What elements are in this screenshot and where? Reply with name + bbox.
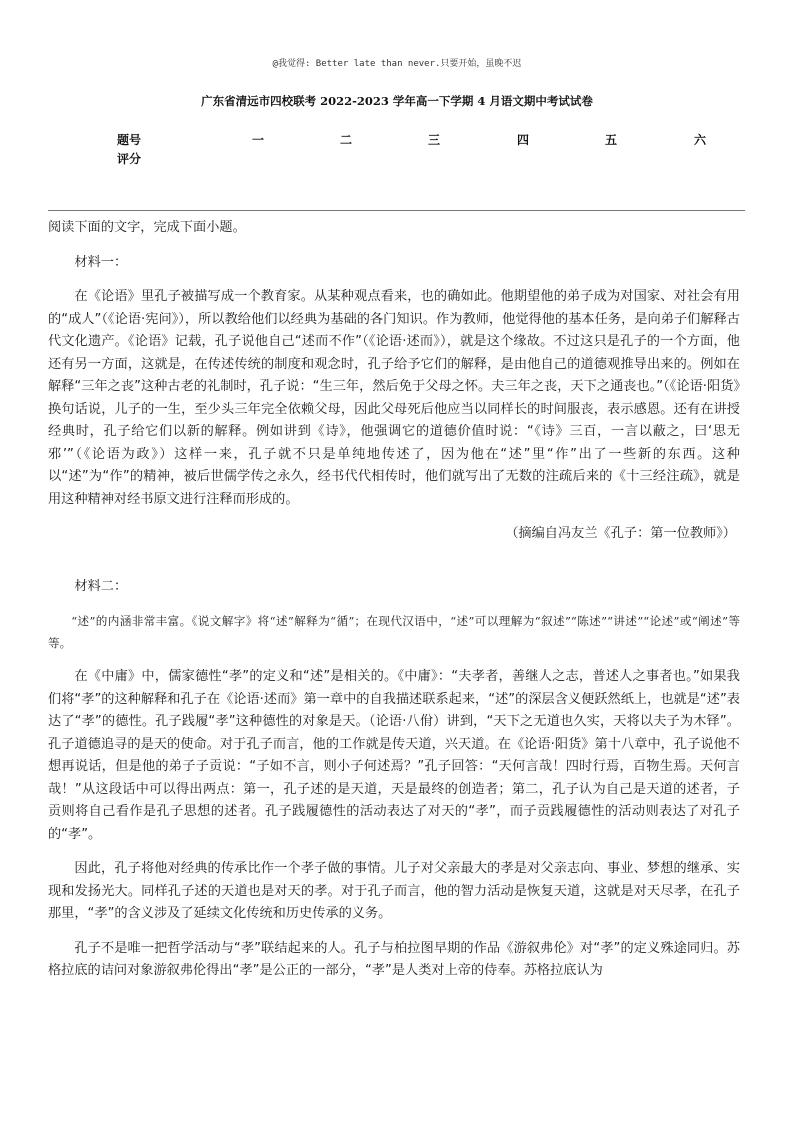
reading-passage [48,217,740,983]
material-1-source: （摘编自冯友兰《孔子：第一位教师》） [505,526,736,541]
material-2-paragraph-3: 因此，孔子将他对经典的传承比作一个孝子做的事情。儿子对父亲最大的孝是对父亲志向、事业、梦想的继承、实现和发扬光大。同样孔子述的天道也是对天的孝。对于孔子而言，他的智力活动是恢复天道，这就是对天尽孝，在孔子那里，“孝”的含义涉及了延续文化传统和历史传承的义务。 [48,861,740,921]
score-table-col-5: 五 [605,133,618,147]
score-table-col-1: 一 [252,133,265,147]
material-1-paragraph: 在《论语》里孔子被描写成一个教育家。从某种观点看来，也的确如此。他期望他的弟子成为对国家、对社会有用的“成人”（《论语·宪问》），所以教给他们以经典为基础的各门知识。作为教师，他觉得他的基本任务，是向弟子们解释古代文化遗产。《论语》记载，孔子说他自己“述而不作”（《论语·述而》），就是这个缘故。不过这只是孔子的一个方面，他还有另一方面，这就是，在传述传统的制度和观念时，孔子给予它们的解释，是由他自己的道德观推导出来的。例如在解释“三年之丧”这种古老的礼制时，孔子说：“生三年，然后免于父母之怀。夫三年之丧，天下之通丧也。”（《论语·阳货》换句话说，儿子的一生，至少头三年完全依赖父母，因此父母死后他应当以同样长的时间服丧，表示感恩。还有在讲授经典时，孔子给它们以新的解释。例如讲到《诗》，他强调它的道德价值时说：“《诗》三百，一言以蔽之，曰‘思无邪’”（《论语为政》）这样一来，孔子就不只是单纯地传述了，因为他在“述”里“作”出了一些新的东西。这种以“述”为“作”的精神，被后世儒学传之永久，经书代代相传时，他们就写出了无数的注疏后来的《十三经注疏》，就是用这种精神对经书原文进行注释而形成的。 [48,289,740,507]
material-2-paragraph-4: 孔子不是唯一把哲学活动与“孝”联结起来的人。孔子与柏拉图早期的作品《游叙弗伦》对“孝”的定义殊途同归。苏格拉底的诘问对象游叙弗伦得出“孝”是公正的一部分，“孝”是人类对上帝的侍奉。苏格拉底认为 [48,940,740,978]
exam-title: 广东省清远市四校联考 2022-2023 学年高一下学期 4 月语文期中考试试卷 [201,94,593,108]
section-divider [48,210,745,211]
material-2-paragraph-1: “述”的内涵非常丰富。《说文解字》将“述”解释为“循”；在现代汉语中，“述”可以理解为“叙述”“陈述”“讲述”“论述”或“阐述”等等。 [48,614,740,650]
score-table-label-score: 评分 [117,152,142,166]
score-table-score-row [117,150,757,169]
material-2-paragraph-2: 在《中庸》中，儒家德性“孝”的定义和“述”是相关的。《中庸》：“夫孝者，善继人之志，普述人之事者也。”如果我们将“孝”的这种解释和孔子在《论语·述而》第一章中的自我描述联系起来，“述”的深层含义便跃然纸上，也就是“述”表达了“孝”的德性。孔子践履“孝”这种德性的对象是天。（论语·八佾）讲到，“天下之无道也久实，天将以夫子为木铎”。孔子道德追寻的是天的使命。对于孔子而言，他的工作就是传天道，兴天道。在《论语·阳货》第十八章中，孔子说他不想再说话，但是他的弟子子贡说：“子如不言，则小子何述焉？”孔子回答：“天何言哉！四时行焉，百物生焉。天何言哉！”从这段话中可以得出两点：第一，孔子述的是天道，天是最终的创造者；第二，孔子认为自己是天道的述者，子贡则将自己看作是孔子思想的述者。孔子践履德性的活动表达了对天的“孝”，而子贡践履德性的活动则表达了对孔子的“孝”。 [48,669,740,842]
score-table-col-3: 三 [428,133,441,147]
score-table [117,131,757,169]
header-watermark: @我觉得: Better late than never.只要开始，虽晚不迟 [272,59,522,69]
score-table-label-question-number: 题号 [117,133,142,147]
material-1-heading: 材料一： [74,254,128,270]
score-table-col-4: 四 [517,133,530,147]
score-table-col-2: 二 [340,133,353,147]
score-table-col-6: 六 [694,133,707,147]
material-2-heading: 材料二： [74,578,128,594]
question-instruction: 阅读下面的文字，完成下面小题。 [48,220,246,235]
score-table-header-row [117,131,757,150]
